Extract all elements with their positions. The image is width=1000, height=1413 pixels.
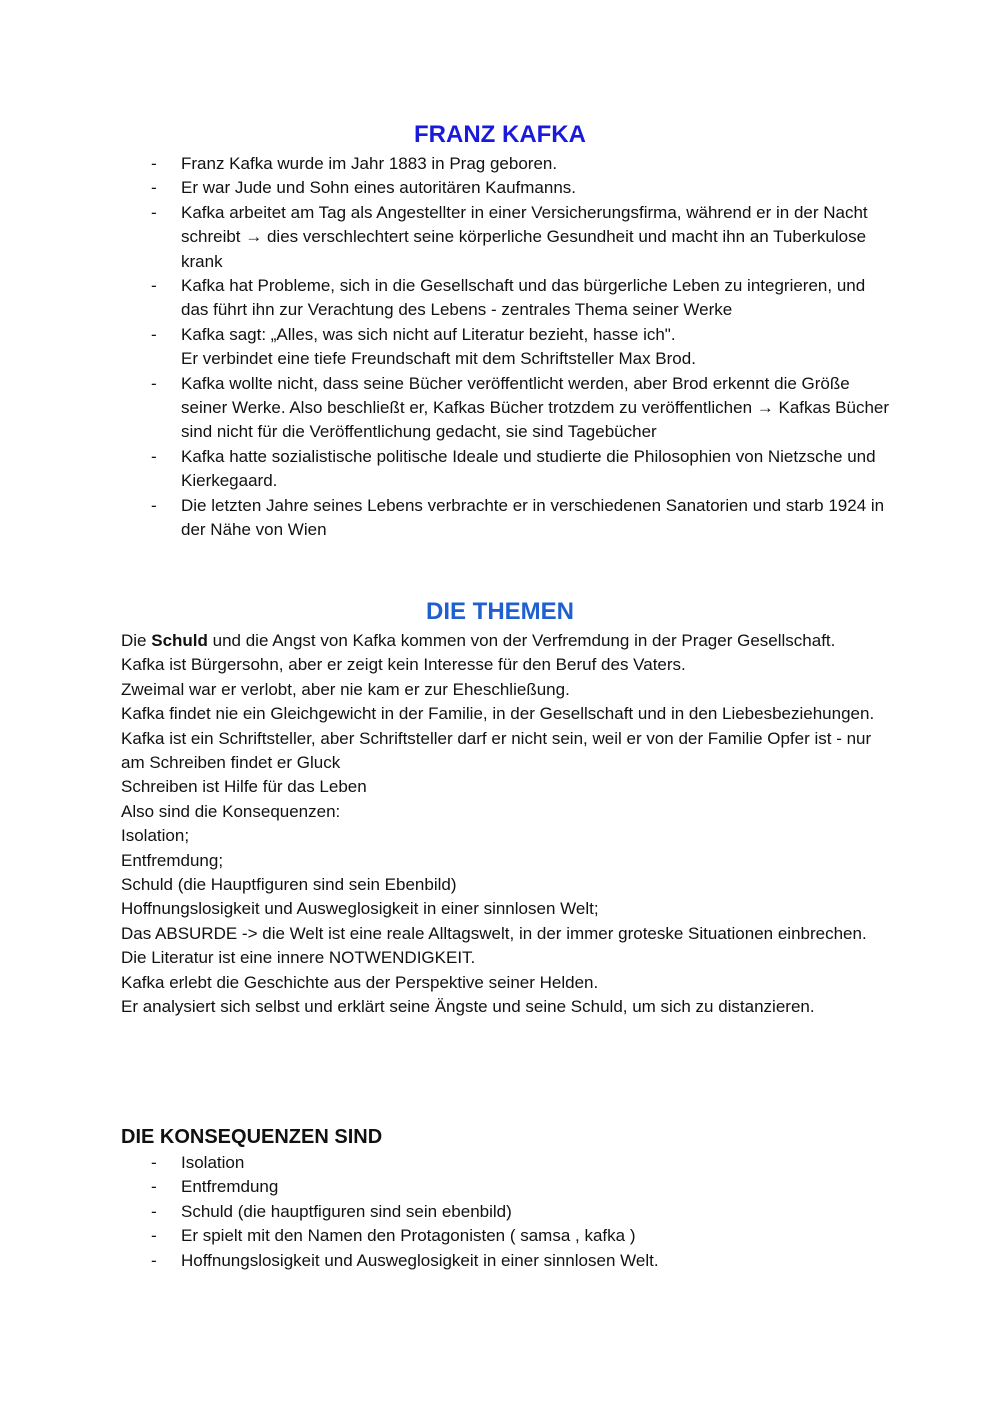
- list-item: - Entfremdung: [121, 1175, 891, 1199]
- list-item: - Kafka hatte sozialistische politische Ideale und studierte die Philosophien von Nietzsche und Kierkegaard.: [151, 446, 876, 491]
- heading-konsequenzen: DIE KONSEQUENZEN SIND: [121, 1126, 383, 1148]
- list-item: - Er spielt mit den Namen den Protagonisten ( samsa , kafka ): [121, 1224, 891, 1248]
- bullet-dash: -: [151, 202, 157, 222]
- themes-line: Schuld (die Hauptfiguren sind sein Ebenbild): [121, 875, 457, 895]
- bullet-dash: -: [151, 373, 157, 393]
- bullet-dash: -: [151, 178, 157, 198]
- themes-paragraph: [121, 629, 891, 1020]
- themes-line: Kafka ist Bürgersohn, aber er zeigt kein Interesse für den Beruf des Vaters.: [121, 655, 686, 675]
- list-item: - Er war Jude und Sohn eines autoritären Kaufmanns.: [121, 176, 891, 200]
- list-item: - Die letzten Jahre seines Lebens verbrachte er in verschiedenen Sanatorien und starb 1924 in der Nähe von Wien: [151, 495, 885, 540]
- bullet-dash: -: [151, 1226, 157, 1246]
- bullet-dash: -: [151, 1201, 157, 1221]
- list-item: - Hoffnungslosigkeit und Ausweglosigkeit in einer sinnlosen Welt.: [121, 1249, 891, 1273]
- list-item: - Kafka hat Probleme, sich in die Gesellschaft und das bürgerliche Leben zu integrieren, und das führt ihn zur Verachtung des Lebens - zentrales Thema seiner Werke: [151, 276, 866, 320]
- bullet-dash: -: [151, 1153, 157, 1172]
- biography-list: [121, 152, 891, 543]
- list-item: - Kafka arbeitet am Tag als Angestellter in einer Versicherungsfirma, während er in der Nacht schreibt → dies verschlechtert seine körperliche Gesundheit und macht ihn an Tuberkulose krank: [151, 202, 868, 271]
- themes-intro: Die Schuld und die Angst von Kafka kommen von der Verfremdung in der Prager Gesellschaft.: [121, 631, 836, 650]
- bullet-dash: -: [151, 1177, 157, 1197]
- list-item: - Franz Kafka wurde im Jahr 1883 in Prag geboren.: [121, 152, 891, 176]
- themes-line: Isolation;: [121, 826, 190, 846]
- title-die-themen: DIE THEMEN: [425, 598, 574, 625]
- themes-line: Das ABSURDE -> die Welt ist eine reale Alltagswelt, in der immer groteske Situationen einbrechen.: [121, 923, 867, 943]
- themes-line: Kafka findet nie ein Gleichgewicht in der Familie, in der Gesellschaft und in den Liebesbeziehungen.: [121, 704, 875, 724]
- bullet-dash: -: [151, 276, 157, 296]
- list-item: - Isolation: [121, 1151, 891, 1175]
- themes-line: Die Literatur ist eine innere NOTWENDIGKEIT.: [121, 948, 476, 968]
- themes-line: Er analysiert sich selbst und erklärt seine Ängste und seine Schuld, um sich zu distanzieren.: [121, 997, 815, 1017]
- themes-line: Kafka ist ein Schriftsteller, aber Schriftsteller darf er nicht sein, weil er von der Familie Opfer ist - nur am Schreiben findet er Gluck: [121, 728, 872, 773]
- themes-line: Entfremdung;: [121, 850, 224, 870]
- bullet-dash: -: [151, 324, 157, 344]
- themes-line: Also sind die Konsequenzen:: [121, 801, 341, 821]
- bullet-dash: -: [151, 1250, 157, 1270]
- themes-line: Schreiben ist Hilfe für das Leben: [121, 777, 367, 797]
- bullet-dash: -: [151, 154, 157, 173]
- themes-line: Hoffnungslosigkeit und Ausweglosigkeit in einer sinnlosen Welt;: [121, 899, 599, 919]
- list-item: - Kafka wollte nicht, dass seine Bücher veröffentlicht werden, aber Brod erkennt die Größe seiner Werke. Also beschließt er, Kafkas Bücher trotzdem zu veröffentlichen → Kafkas Bücher sind nicht für die Veröffentlichung gedacht, sie sind Tagebücher: [151, 373, 890, 442]
- list-item: - Kafka sagt: „Alles, was sich nicht auf Literatur bezieht, hasse ich". Er verbindet eine tiefe Freundschaft mit dem Schriftsteller Max Brod.: [151, 324, 696, 369]
- consequences-list: [121, 1151, 891, 1273]
- bullet-dash: -: [151, 446, 157, 466]
- themes-line: Kafka erlebt die Geschichte aus der Perspektive seiner Helden.: [121, 972, 599, 992]
- list-item: - Schuld (die hauptfiguren sind sein ebenbild): [121, 1200, 891, 1224]
- title-franz-kafka: FRANZ KAFKA: [414, 121, 586, 148]
- themes-line: Zweimal war er verlobt, aber nie kam er zur Eheschließung.: [121, 679, 570, 699]
- bullet-dash: -: [151, 495, 157, 515]
